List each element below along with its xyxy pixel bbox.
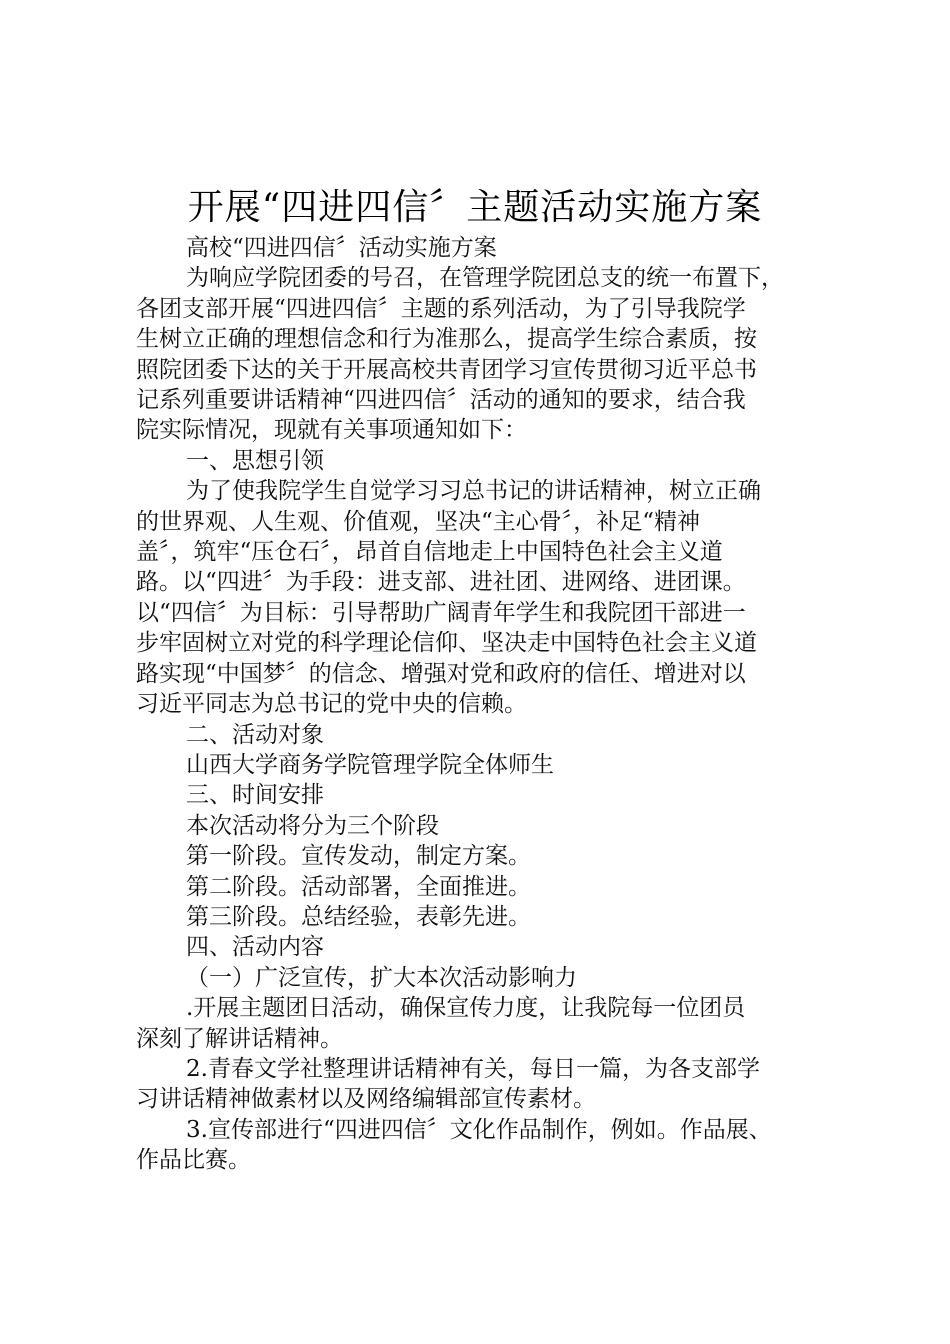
text-line: 习讲话精神做素材以及网络编辑部宣传素材。 bbox=[136, 1086, 596, 1113]
text-line: 本次活动将分为三个阶段 bbox=[186, 812, 439, 839]
paragraph bbox=[136, 932, 826, 962]
paragraph bbox=[136, 720, 826, 750]
paragraph bbox=[136, 780, 826, 810]
paragraph bbox=[136, 811, 826, 841]
text-line: 盖〞，筑牢“压仓石〞，昂首自信地走上中国特色社会主义道 bbox=[136, 539, 723, 566]
paragraph bbox=[136, 263, 826, 445]
paragraph bbox=[136, 233, 826, 263]
text-line: 四、活动内容 bbox=[186, 934, 324, 961]
paragraph bbox=[136, 1054, 826, 1115]
text-line: 各团支部开展“四进四信〞主题的系列活动，为了引导我院学 bbox=[136, 295, 746, 322]
paragraph bbox=[136, 993, 826, 1054]
text-line: 第三阶段。总结经验，表彰先进。 bbox=[186, 903, 531, 930]
text-line: 第一阶段。宣传发动，制定方案。 bbox=[186, 843, 531, 870]
paragraph bbox=[136, 872, 826, 902]
text-line: 院实际情况，现就有关事项通知如下： bbox=[136, 417, 527, 444]
text-line: 以“四信〞为目标：引导帮助广阔青年学生和我院团干部进一 bbox=[136, 599, 746, 626]
text-line: 山西大学商务学院管理学院全体师生 bbox=[186, 751, 554, 778]
text-line: 一、思想引领 bbox=[186, 447, 324, 474]
text-line: 为了使我院学生自觉学习习总书记的讲话精神，树立正确 bbox=[186, 478, 761, 505]
document-title: 开展“四进四信〞主题活动实施方案 bbox=[187, 187, 763, 228]
document-body bbox=[136, 233, 826, 1176]
paragraph bbox=[136, 1115, 826, 1176]
text-line: 步牢固树立对党的科学理论信仰、坚决走中国特色社会主义道 bbox=[136, 630, 757, 657]
text-line: 照院团委下达的关于开展高校共青团学习宣传贯彻习近平总书 bbox=[136, 356, 757, 383]
text-line: 记系列重要讲话精神“四进四信〞活动的通知的要求，结合我 bbox=[136, 387, 746, 414]
text-line: 三、时间安排 bbox=[186, 782, 324, 809]
text-line: 二、活动对象 bbox=[186, 721, 324, 748]
paragraph bbox=[136, 963, 826, 993]
text-line: .开展主题团日活动，确保宣传力度，让我院每一位团员 bbox=[186, 995, 746, 1022]
text-line: 路。以“四进〞为手段：进支部、进社团、进网络、进团课。 bbox=[136, 569, 746, 596]
text-line: 2.青春文学社整理讲话精神有关，每日一篇，为各支部学 bbox=[186, 1055, 760, 1082]
paragraph bbox=[136, 446, 826, 476]
text-line: 深刻了解讲话精神。 bbox=[136, 1025, 343, 1052]
paragraph bbox=[136, 841, 826, 871]
paragraph bbox=[136, 750, 826, 780]
text-line: （一）广泛宣传，扩大本次活动影响力 bbox=[186, 964, 577, 991]
text-line: 高校“四进四信〞活动实施方案 bbox=[186, 235, 497, 261]
text-line: 3.宣传部进行“四进四信〞文化作品制作，例如。作品展、 bbox=[186, 1116, 772, 1143]
text-line: 第二阶段。活动部署，全面推进。 bbox=[186, 873, 531, 900]
paragraph bbox=[136, 476, 826, 719]
text-line: 为响应学院团委的号召，在管理学院团总支的统一布置下， bbox=[186, 265, 784, 292]
text-line: 习近平同志为总书记的党中央的信赖。 bbox=[136, 691, 527, 718]
text-line: 的世界观、人生观、价值观，坚决“主心骨〞，补足“精神 bbox=[136, 508, 701, 535]
paragraph bbox=[136, 902, 826, 932]
text-line: 生树立正确的理想信念和行为准那么，提高学生综合素质，按 bbox=[136, 326, 757, 353]
text-line: 路实现“中国梦〞的信念、增强对党和政府的信任、增进对以 bbox=[136, 660, 746, 687]
text-line: 作品比赛。 bbox=[136, 1147, 251, 1174]
